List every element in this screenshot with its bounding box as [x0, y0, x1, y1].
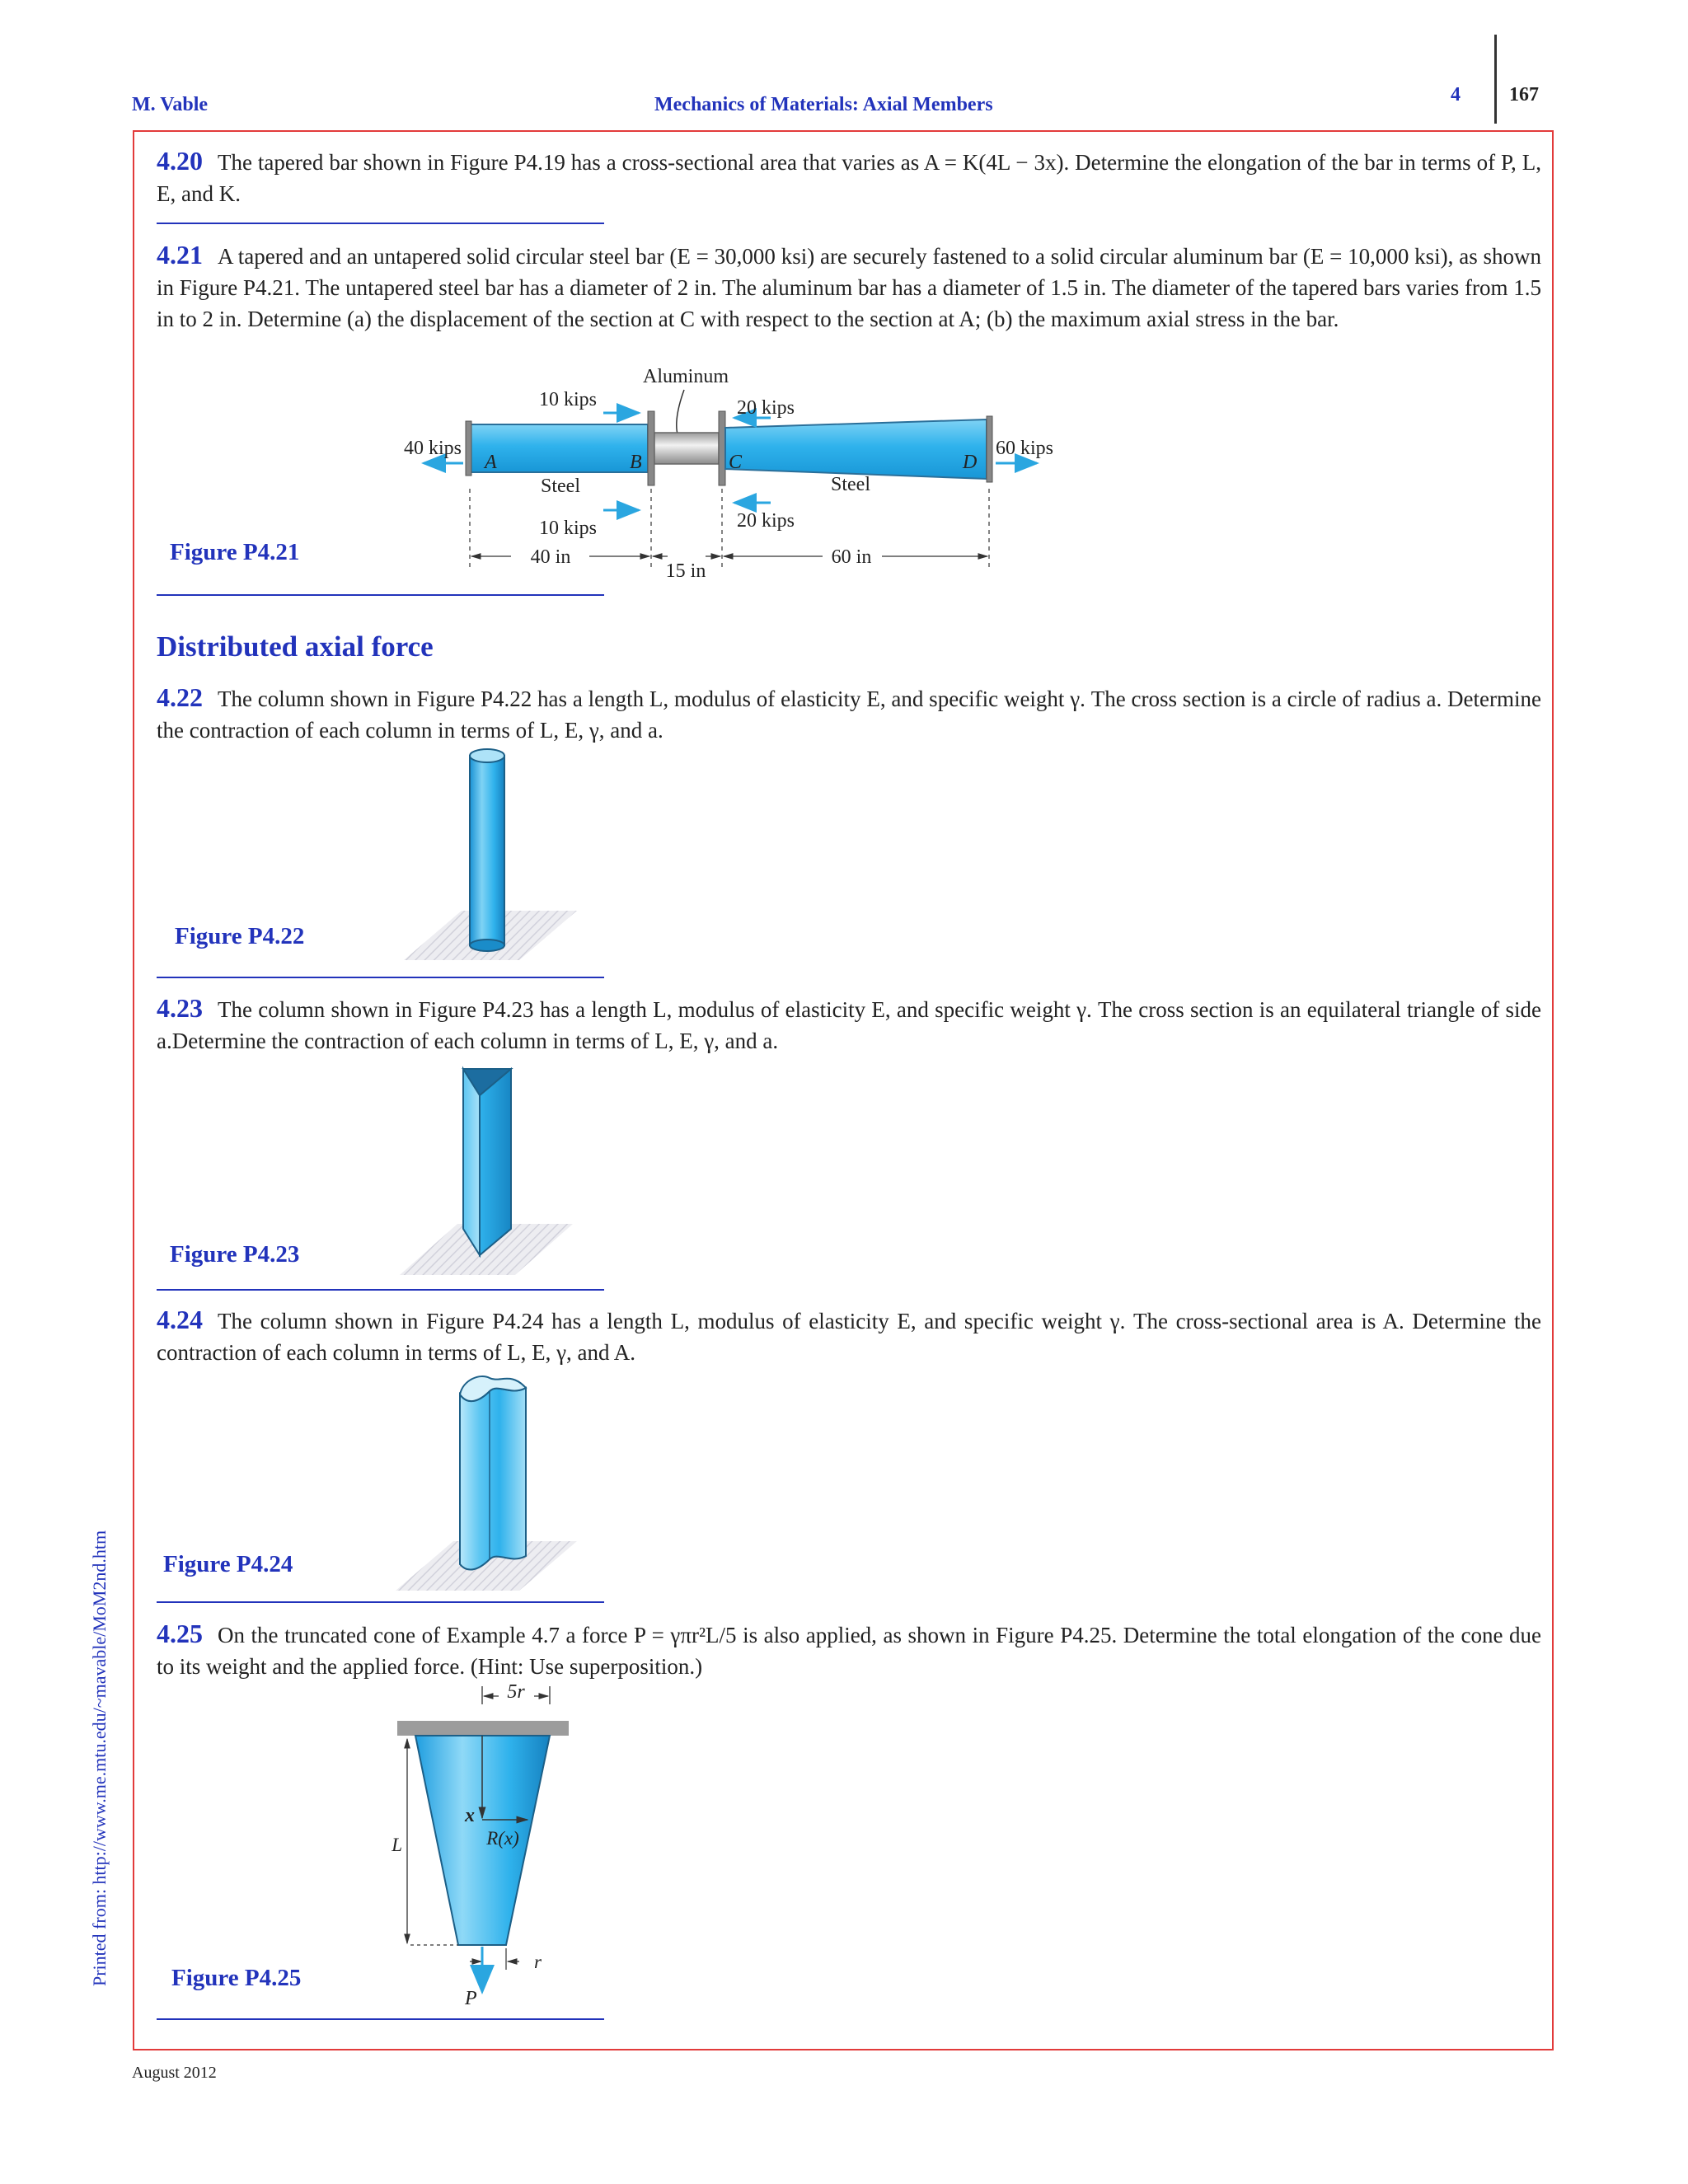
problem-4-21	[157, 239, 1541, 335]
chapter-number: 4	[1451, 84, 1461, 105]
figure-label-p4-22: Figure P4.22	[175, 923, 305, 949]
problem-text: The column shown in Figure P4.22 has a length L, modulus of elasticity E, and specific weight γ. The cross section is a circle of radius a. Determine the contraction of each column in terms of L, E, γ, and a.	[157, 687, 1541, 743]
header-title: Mechanics of Materials: Axial Members	[654, 94, 993, 115]
load-b-top: 10 kips	[538, 389, 597, 410]
problem-number: 4.20	[157, 146, 203, 176]
load-a: 40 kips	[403, 438, 462, 459]
label-p: P	[465, 1988, 477, 2009]
problem-4-23	[157, 992, 1541, 1057]
figure-p4-23	[396, 1059, 585, 1282]
load-b-bottom: 10 kips	[538, 518, 597, 539]
divider-rule	[157, 1289, 604, 1291]
divider-rule	[157, 594, 604, 596]
problem-text: On the truncated cone of Example 4.7 a force P = γπr²L/5 is also applied, as shown in Figure P4.25. Determine the total elongation of the cone due to its weight and the applied force. (Hint: Use superposition.)	[157, 1623, 1541, 1679]
label-r: r	[534, 1952, 542, 1972]
label-rx: R(x)	[486, 1828, 519, 1849]
column-cylinder	[470, 756, 504, 945]
header-divider	[1494, 35, 1497, 124]
point-c: C	[729, 452, 743, 473]
divider-rule	[157, 977, 604, 978]
point-a: A	[485, 452, 497, 473]
divider-rule	[157, 223, 604, 224]
column-irregular	[460, 1388, 526, 1570]
label-aluminum: Aluminum	[642, 366, 729, 387]
label-5r: 5r	[507, 1681, 525, 1703]
column-triangle-face-left	[463, 1069, 480, 1255]
figure-label-p4-25: Figure P4.25	[171, 1965, 302, 1991]
figure-label-p4-23: Figure P4.23	[170, 1241, 300, 1268]
divider-rule	[157, 1601, 604, 1603]
header-author: M. Vable	[132, 94, 209, 115]
figure-label-p4-21: Figure P4.21	[170, 539, 300, 565]
dim-cd: 60 in	[831, 546, 872, 568]
label-l: L	[392, 1835, 402, 1855]
label-x: x	[465, 1805, 475, 1826]
divider-rule	[157, 2018, 604, 2020]
figure-p4-21	[387, 359, 1088, 589]
problem-4-22	[157, 682, 1541, 746]
problem-text: The column shown in Figure P4.23 has a length L, modulus of elasticity E, and specific weight γ. The cross section is an equilateral triangle of side a.Determine the contraction of each column in terms of L, E, γ, and a.	[157, 997, 1541, 1053]
load-c-bottom: 20 kips	[737, 510, 795, 532]
problem-text: The tapered bar shown in Figure P4.19 has a cross-sectional area that varies as A = K(4L − 3x). Determine the elongation of the bar in terms of P, L, E, and K.	[157, 150, 1541, 206]
page-number: 167	[1509, 84, 1539, 105]
bar-steel-tapered	[725, 419, 987, 479]
problem-4-20	[157, 145, 1541, 209]
side-note: Printed from: http://www.me.mtu.edu/~mavable/MoM2nd.htm	[89, 1530, 110, 1986]
problem-number: 4.25	[157, 1619, 203, 1648]
point-d: D	[963, 452, 978, 473]
problem-number: 4.21	[157, 240, 203, 269]
figure-label-p4-24: Figure P4.24	[163, 1551, 293, 1577]
figure-p4-24	[387, 1368, 593, 1599]
problem-text: A tapered and an untapered solid circular steel bar (E = 30,000 ksi) are securely fastened to a solid circular aluminum bar (E = 10,000 ksi), as shown in Figure P4.21. The untapered steel bar has a diameter of 2 in. The aluminum bar has a diameter of 1.5 in. The diameter of the tapered bars varies from 1.5 in to 2 in. Determine (a) the displacement of the section at C with respect to the section at A; (b) the maximum axial stress in the bar.	[157, 244, 1541, 331]
section-title: Distributed axial force	[157, 630, 434, 663]
figure-p4-25	[379, 1680, 593, 2026]
problem-number: 4.23	[157, 993, 203, 1023]
problem-number: 4.22	[157, 682, 203, 712]
column-triangle-face-right	[480, 1069, 511, 1255]
dim-bc: 15 in	[665, 560, 706, 582]
ceiling-support	[397, 1721, 569, 1736]
label-steel-left: Steel	[541, 476, 580, 497]
problem-4-24	[157, 1304, 1541, 1368]
footer-date: August 2012	[132, 2064, 217, 2082]
bar-aluminum	[654, 433, 719, 464]
load-c-top: 20 kips	[737, 397, 795, 419]
dim-ab: 40 in	[530, 546, 571, 568]
point-b: B	[630, 452, 642, 473]
label-steel-right: Steel	[831, 474, 870, 495]
figure-p4-22	[396, 746, 585, 968]
problem-4-25	[157, 1618, 1541, 1682]
load-d: 60 kips	[996, 438, 1054, 459]
problem-number: 4.24	[157, 1305, 203, 1334]
problem-text: The column shown in Figure P4.24 has a length L, modulus of elasticity E, and specific weight γ. The cross-sectional area is A. Determine the contraction of each column in terms of L, E, γ, and A.	[157, 1309, 1541, 1365]
